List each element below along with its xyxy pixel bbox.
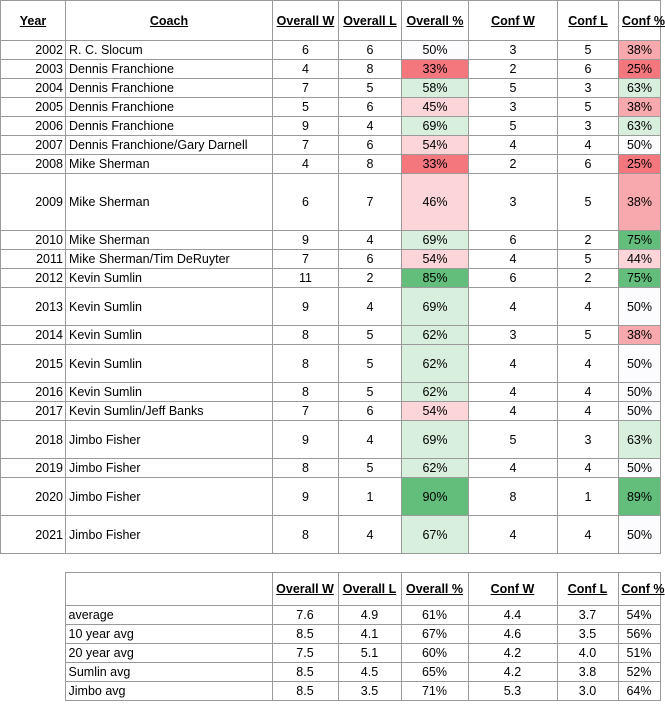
summary-label-cell[interactable]: 20 year avg [65, 644, 272, 663]
conf-l-cell[interactable]: 4 [558, 288, 619, 326]
conf-pct-cell[interactable]: 38% [619, 174, 661, 231]
summary-label-cell[interactable]: Sumlin avg [65, 663, 272, 682]
overall-w-cell[interactable]: 8.5 [272, 625, 338, 644]
conf-w-cell[interactable]: 3 [469, 326, 558, 345]
conf-pct-cell[interactable]: 25% [619, 155, 661, 174]
header-overall-l[interactable]: Overall L [339, 1, 402, 41]
overall-l-cell[interactable]: 6 [339, 402, 402, 421]
overall-pct-cell[interactable]: 69% [402, 421, 469, 459]
conf-w-cell[interactable]: 8 [469, 478, 558, 516]
overall-l-cell[interactable]: 4.1 [338, 625, 401, 644]
coach-cell[interactable]: Kevin Sumlin/Jeff Banks [66, 402, 273, 421]
summary-label-cell[interactable]: 10 year avg [65, 625, 272, 644]
summary-row [0, 663, 660, 682]
year-cell[interactable]: 2011 [1, 250, 66, 269]
header-conf-l[interactable]: Conf L [558, 1, 619, 41]
overall-l-cell[interactable]: 6 [339, 250, 402, 269]
coach-cell[interactable]: Jimbo Fisher [66, 478, 273, 516]
year-cell[interactable]: 2020 [1, 478, 66, 516]
summary-row [0, 644, 660, 663]
conf-w-cell[interactable]: 2 [469, 60, 558, 79]
conf-l-cell[interactable]: 4 [558, 136, 619, 155]
conf-w-cell[interactable]: 4 [469, 288, 558, 326]
summary-label-cell[interactable]: Jimbo avg [65, 682, 272, 701]
year-cell[interactable]: 2017 [1, 402, 66, 421]
coach-cell[interactable]: Dennis Franchione [66, 98, 273, 117]
summary-header-conf-pct[interactable]: Conf % [618, 573, 660, 606]
overall-w-cell[interactable]: 7 [273, 250, 339, 269]
conf-l-cell[interactable]: 2 [558, 231, 619, 250]
conf-w-cell[interactable]: 6 [469, 269, 558, 288]
overall-pct-cell[interactable]: 65% [401, 663, 468, 682]
blank-cell[interactable] [0, 625, 65, 644]
table-row [1, 231, 661, 250]
overall-l-cell[interactable]: 4 [339, 117, 402, 136]
table-row [1, 516, 661, 554]
coach-cell[interactable]: Mike Sherman [66, 155, 273, 174]
table-row [1, 383, 661, 402]
overall-w-cell[interactable]: 9 [273, 421, 339, 459]
overall-pct-cell[interactable]: 62% [402, 326, 469, 345]
conf-w-cell[interactable]: 5 [469, 79, 558, 98]
conf-w-cell[interactable]: 4 [469, 250, 558, 269]
overall-l-cell[interactable]: 8 [339, 155, 402, 174]
overall-l-cell[interactable]: 5 [339, 345, 402, 383]
table-row [1, 136, 661, 155]
overall-w-cell[interactable]: 7.6 [272, 606, 338, 625]
coach-cell[interactable]: Kevin Sumlin [66, 326, 273, 345]
overall-l-cell[interactable]: 6 [339, 136, 402, 155]
conf-pct-cell[interactable]: 44% [619, 250, 661, 269]
conf-w-cell[interactable]: 4 [469, 516, 558, 554]
conf-pct-cell[interactable]: 56% [618, 625, 660, 644]
overall-pct-cell[interactable]: 62% [402, 345, 469, 383]
overall-w-cell[interactable]: 8 [273, 383, 339, 402]
conf-w-cell[interactable]: 4.2 [468, 663, 557, 682]
year-cell[interactable]: 2004 [1, 79, 66, 98]
conf-w-cell[interactable]: 4.4 [468, 606, 557, 625]
conf-w-cell[interactable]: 4 [469, 459, 558, 478]
conf-l-cell[interactable]: 5 [558, 326, 619, 345]
overall-l-cell[interactable]: 5 [339, 459, 402, 478]
header-conf-w[interactable]: Conf W [469, 1, 558, 41]
overall-w-cell[interactable]: 4 [273, 60, 339, 79]
summary-header-overall-pct[interactable]: Overall % [401, 573, 468, 606]
year-cell[interactable]: 2008 [1, 155, 66, 174]
overall-l-cell[interactable]: 7 [339, 174, 402, 231]
overall-pct-cell[interactable]: 45% [402, 98, 469, 117]
year-cell[interactable]: 2009 [1, 174, 66, 231]
overall-w-cell[interactable]: 5 [273, 98, 339, 117]
conf-l-cell[interactable]: 3.0 [557, 682, 618, 701]
table-row [1, 402, 661, 421]
conf-l-cell[interactable]: 3.8 [557, 663, 618, 682]
overall-l-cell[interactable]: 6 [339, 41, 402, 60]
table-row [1, 155, 661, 174]
overall-w-cell[interactable]: 11 [273, 269, 339, 288]
overall-l-cell[interactable]: 5 [339, 383, 402, 402]
overall-w-cell[interactable]: 8.5 [272, 663, 338, 682]
conf-l-cell[interactable]: 4 [558, 459, 619, 478]
overall-pct-cell[interactable]: 60% [401, 644, 468, 663]
summary-row [0, 606, 660, 625]
conf-w-cell[interactable]: 5 [469, 117, 558, 136]
overall-l-cell[interactable]: 5 [339, 326, 402, 345]
year-cell[interactable]: 2010 [1, 231, 66, 250]
overall-w-cell[interactable]: 6 [273, 174, 339, 231]
summary-table [0, 572, 665, 701]
year-cell[interactable]: 2014 [1, 326, 66, 345]
conf-pct-cell[interactable]: 50% [619, 516, 661, 554]
year-cell[interactable]: 2003 [1, 60, 66, 79]
overall-pct-cell[interactable]: 71% [401, 682, 468, 701]
summary-label-cell[interactable]: average [65, 606, 272, 625]
blank-cell[interactable] [0, 606, 65, 625]
summary-header-conf-l[interactable]: Conf L [557, 573, 618, 606]
coach-cell[interactable]: R. C. Slocum [66, 41, 273, 60]
summary-row [0, 682, 660, 701]
year-cell[interactable]: 2013 [1, 288, 66, 326]
year-cell[interactable]: 2015 [1, 345, 66, 383]
header-row [1, 1, 661, 41]
overall-l-cell[interactable]: 4.5 [338, 663, 401, 682]
overall-pct-cell[interactable]: 50% [402, 41, 469, 60]
conf-pct-cell[interactable]: 75% [619, 231, 661, 250]
table-row [1, 345, 661, 383]
conf-l-cell[interactable]: 3 [558, 117, 619, 136]
overall-l-cell[interactable]: 4 [339, 231, 402, 250]
summary-header-row [0, 573, 660, 606]
conf-pct-cell[interactable]: 38% [619, 98, 661, 117]
conf-pct-cell[interactable]: 54% [618, 606, 660, 625]
coach-cell[interactable]: Mike Sherman [66, 174, 273, 231]
overall-l-cell[interactable]: 2 [339, 269, 402, 288]
coach-cell[interactable]: Dennis Franchione [66, 79, 273, 98]
overall-pct-cell[interactable]: 33% [402, 60, 469, 79]
coach-cell[interactable]: Jimbo Fisher [66, 421, 273, 459]
year-cell[interactable]: 2018 [1, 421, 66, 459]
overall-l-cell[interactable]: 5 [339, 79, 402, 98]
conf-pct-cell[interactable]: 50% [619, 383, 661, 402]
overall-pct-cell[interactable]: 69% [402, 288, 469, 326]
overall-pct-cell[interactable]: 46% [402, 174, 469, 231]
overall-w-cell[interactable]: 9 [273, 117, 339, 136]
conf-pct-cell[interactable]: 75% [619, 269, 661, 288]
conf-w-cell[interactable]: 4 [469, 383, 558, 402]
header-year[interactable]: Year [1, 1, 66, 41]
overall-pct-cell[interactable]: 62% [402, 459, 469, 478]
overall-l-cell[interactable]: 4 [339, 516, 402, 554]
conf-pct-cell[interactable]: 38% [619, 326, 661, 345]
conf-pct-cell[interactable]: 52% [618, 663, 660, 682]
year-cell[interactable]: 2021 [1, 516, 66, 554]
conf-w-cell[interactable]: 4.6 [468, 625, 557, 644]
coach-cell[interactable]: Dennis Franchione [66, 60, 273, 79]
conf-pct-cell[interactable]: 50% [619, 402, 661, 421]
summary-row [0, 625, 660, 644]
summary-header-overall-l[interactable]: Overall L [338, 573, 401, 606]
blank-cell[interactable] [0, 644, 65, 663]
overall-pct-cell[interactable]: 67% [402, 516, 469, 554]
conf-pct-cell[interactable]: 50% [619, 345, 661, 383]
conf-w-cell[interactable]: 3 [469, 41, 558, 60]
table-row [1, 60, 661, 79]
blank-cell[interactable] [0, 573, 65, 606]
overall-w-cell[interactable]: 8 [273, 326, 339, 345]
year-cell[interactable]: 2019 [1, 459, 66, 478]
overall-pct-cell[interactable]: 54% [402, 136, 469, 155]
table-row [1, 459, 661, 478]
conf-l-cell[interactable]: 5 [558, 250, 619, 269]
conf-pct-cell[interactable]: 51% [618, 644, 660, 663]
overall-pct-cell[interactable]: 85% [402, 269, 469, 288]
header-overall-w[interactable]: Overall W [273, 1, 339, 41]
header-conf-pct[interactable]: Conf % [619, 1, 661, 41]
conf-w-cell[interactable]: 6 [469, 231, 558, 250]
table-row [1, 269, 661, 288]
blank-cell[interactable] [65, 573, 272, 606]
summary-header-conf-w[interactable]: Conf W [468, 573, 557, 606]
conf-l-cell[interactable]: 4 [558, 383, 619, 402]
overall-l-cell[interactable]: 4 [339, 288, 402, 326]
conf-w-cell[interactable]: 4.2 [468, 644, 557, 663]
overall-w-cell[interactable]: 4 [273, 155, 339, 174]
overall-w-cell[interactable]: 7 [273, 402, 339, 421]
conf-l-cell[interactable]: 4 [558, 345, 619, 383]
conf-pct-cell[interactable]: 63% [619, 117, 661, 136]
year-cell[interactable]: 2006 [1, 117, 66, 136]
conf-l-cell[interactable]: 3 [558, 79, 619, 98]
overall-pct-cell[interactable]: 61% [401, 606, 468, 625]
conf-w-cell[interactable]: 5.3 [468, 682, 557, 701]
overall-pct-cell[interactable]: 90% [402, 478, 469, 516]
coach-cell[interactable]: Jimbo Fisher [66, 516, 273, 554]
overall-w-cell[interactable]: 8.5 [272, 682, 338, 701]
summary-header-overall-w[interactable]: Overall W [272, 573, 338, 606]
conf-pct-cell[interactable]: 50% [619, 136, 661, 155]
overall-l-cell[interactable]: 6 [339, 98, 402, 117]
conf-pct-cell[interactable]: 64% [618, 682, 660, 701]
overall-pct-cell[interactable]: 54% [402, 250, 469, 269]
overall-w-cell[interactable]: 6 [273, 41, 339, 60]
year-cell[interactable]: 2012 [1, 269, 66, 288]
coach-cell[interactable]: Kevin Sumlin [66, 269, 273, 288]
coach-cell[interactable]: Mike Sherman [66, 231, 273, 250]
overall-pct-cell[interactable]: 58% [402, 79, 469, 98]
conf-w-cell[interactable]: 2 [469, 155, 558, 174]
overall-l-cell[interactable]: 4 [339, 421, 402, 459]
overall-l-cell[interactable]: 1 [339, 478, 402, 516]
conf-pct-cell[interactable]: 50% [619, 459, 661, 478]
overall-pct-cell[interactable]: 67% [401, 625, 468, 644]
conf-pct-cell[interactable]: 63% [619, 79, 661, 98]
year-cell[interactable]: 2005 [1, 98, 66, 117]
overall-l-cell[interactable]: 3.5 [338, 682, 401, 701]
overall-w-cell[interactable]: 7 [273, 136, 339, 155]
conf-l-cell[interactable]: 6 [558, 155, 619, 174]
overall-w-cell[interactable]: 7 [273, 79, 339, 98]
blank-cell[interactable] [0, 663, 65, 682]
year-cell[interactable]: 2016 [1, 383, 66, 402]
overall-l-cell[interactable]: 8 [339, 60, 402, 79]
coach-cell[interactable]: Mike Sherman/Tim DeRuyter [66, 250, 273, 269]
overall-w-cell[interactable]: 9 [273, 288, 339, 326]
conf-l-cell[interactable]: 6 [558, 60, 619, 79]
table-row [1, 117, 661, 136]
conf-w-cell[interactable]: 4 [469, 402, 558, 421]
conf-l-cell[interactable]: 5 [558, 41, 619, 60]
year-cell[interactable]: 2007 [1, 136, 66, 155]
overall-l-cell[interactable]: 4.9 [338, 606, 401, 625]
overall-w-cell[interactable]: 9 [273, 231, 339, 250]
overall-pct-cell[interactable]: 54% [402, 402, 469, 421]
header-overall-pct[interactable]: Overall % [402, 1, 469, 41]
overall-pct-cell[interactable]: 33% [402, 155, 469, 174]
conf-l-cell[interactable]: 1 [558, 478, 619, 516]
table-row [1, 326, 661, 345]
overall-pct-cell[interactable]: 69% [402, 231, 469, 250]
conf-w-cell[interactable]: 3 [469, 174, 558, 231]
overall-w-cell[interactable]: 9 [273, 478, 339, 516]
table-row [1, 98, 661, 117]
blank-cell[interactable] [0, 682, 65, 701]
coach-cell[interactable]: Kevin Sumlin [66, 288, 273, 326]
coach-cell[interactable]: Kevin Sumlin [66, 383, 273, 402]
overall-pct-cell[interactable]: 62% [402, 383, 469, 402]
conf-w-cell[interactable]: 4 [469, 345, 558, 383]
conf-l-cell[interactable]: 4 [558, 516, 619, 554]
conf-pct-cell[interactable]: 50% [619, 288, 661, 326]
overall-l-cell[interactable]: 5.1 [338, 644, 401, 663]
conf-pct-cell[interactable]: 89% [619, 478, 661, 516]
conf-pct-cell[interactable]: 25% [619, 60, 661, 79]
overall-w-cell[interactable]: 7.5 [272, 644, 338, 663]
conf-l-cell[interactable]: 3.7 [557, 606, 618, 625]
conf-l-cell[interactable]: 5 [558, 98, 619, 117]
conf-w-cell[interactable]: 4 [469, 136, 558, 155]
table-row [1, 79, 661, 98]
conf-pct-cell[interactable]: 38% [619, 41, 661, 60]
overall-w-cell[interactable]: 8 [273, 459, 339, 478]
conf-l-cell[interactable]: 3.5 [557, 625, 618, 644]
conf-l-cell[interactable]: 4 [558, 402, 619, 421]
header-coach[interactable]: Coach [66, 1, 273, 41]
table-row [1, 250, 661, 269]
table-row [1, 288, 661, 326]
overall-w-cell[interactable]: 8 [273, 345, 339, 383]
overall-w-cell[interactable]: 8 [273, 516, 339, 554]
conf-l-cell[interactable]: 5 [558, 174, 619, 231]
conf-l-cell[interactable]: 4.0 [557, 644, 618, 663]
conf-l-cell[interactable]: 3 [558, 421, 619, 459]
table-row [1, 421, 661, 459]
table-row [1, 478, 661, 516]
conf-pct-cell[interactable]: 63% [619, 421, 661, 459]
coach-cell[interactable]: Dennis Franchione [66, 117, 273, 136]
coach-cell[interactable]: Dennis Franchione/Gary Darnell [66, 136, 273, 155]
conf-w-cell[interactable]: 5 [469, 421, 558, 459]
overall-pct-cell[interactable]: 69% [402, 117, 469, 136]
year-cell[interactable]: 2002 [1, 41, 66, 60]
coach-cell[interactable]: Kevin Sumlin [66, 345, 273, 383]
conf-w-cell[interactable]: 3 [469, 98, 558, 117]
table-row [1, 174, 661, 231]
coach-cell[interactable]: Jimbo Fisher [66, 459, 273, 478]
table-row [1, 41, 661, 60]
conf-l-cell[interactable]: 2 [558, 269, 619, 288]
